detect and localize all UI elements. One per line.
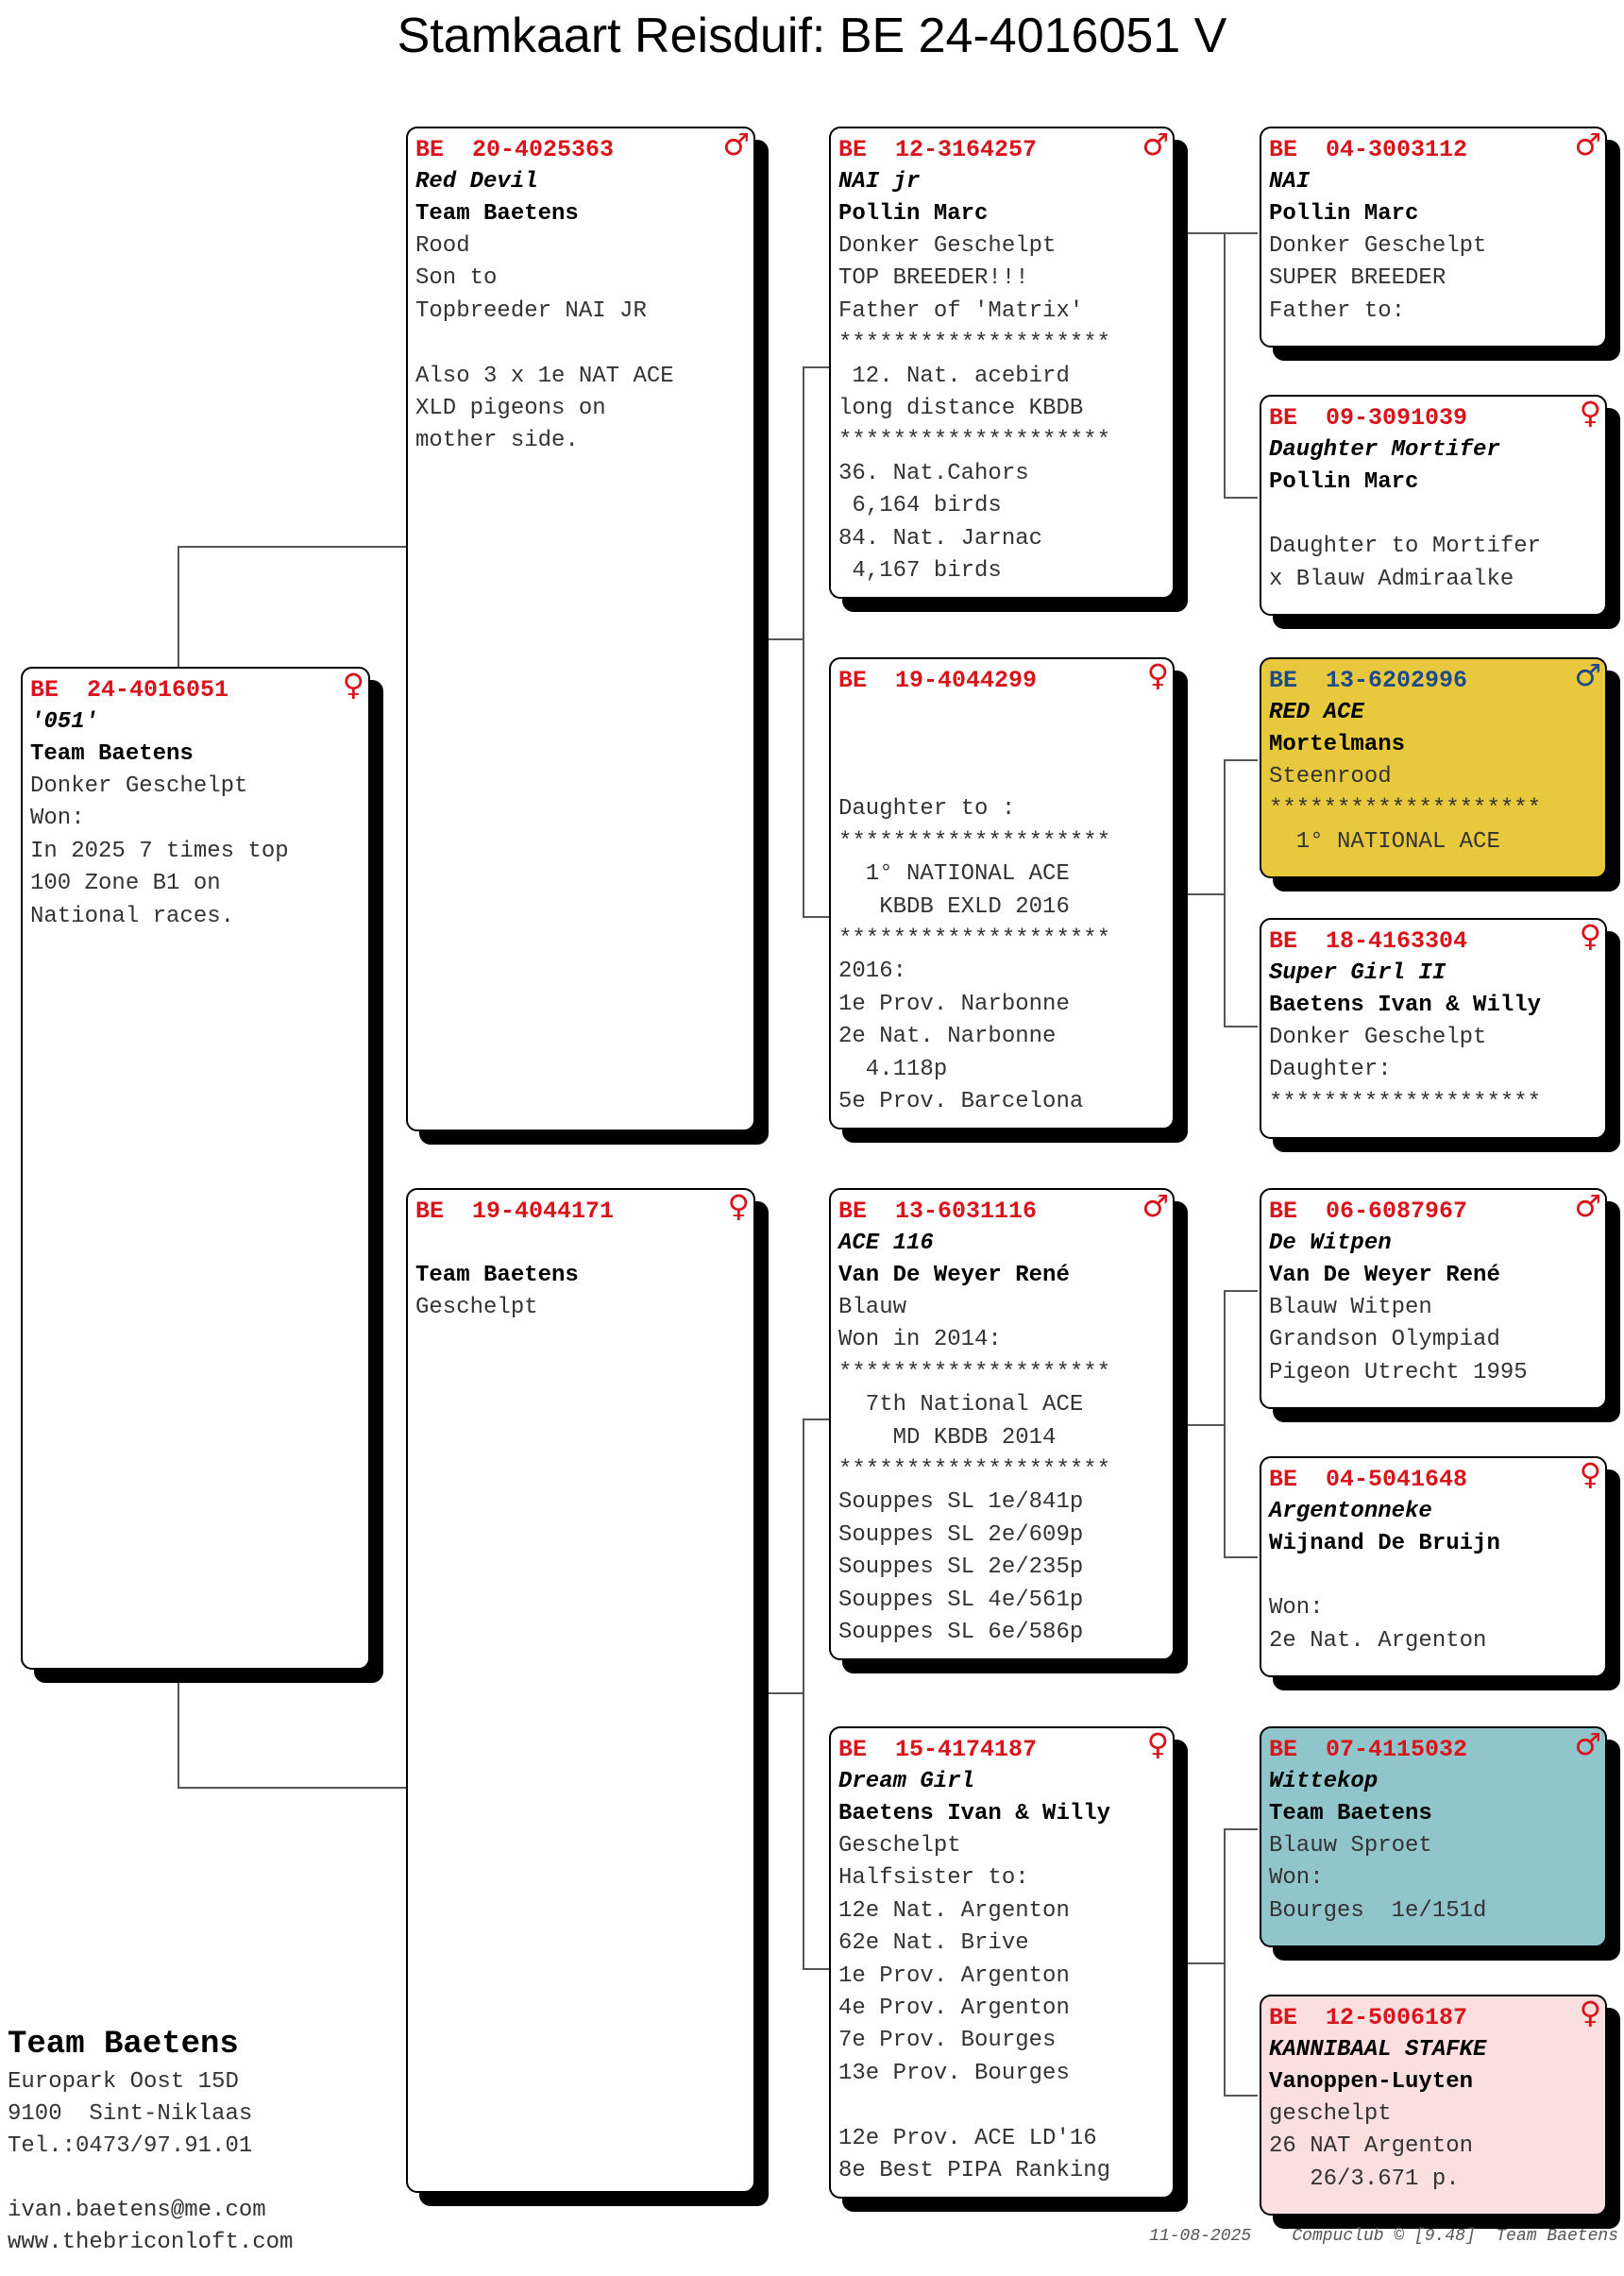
male-icon: ♂ bbox=[1574, 1188, 1601, 1224]
info-line: 5e Prov. Barcelona bbox=[838, 1089, 1084, 1115]
ring-number: BE 04-3003112 bbox=[1269, 136, 1468, 163]
info-line: Donker Geschelpt bbox=[1269, 233, 1487, 259]
female-icon: ♀ bbox=[342, 667, 364, 703]
connector-line bbox=[803, 1418, 804, 1970]
info-line: Won in 2014: bbox=[838, 1327, 1002, 1353]
female-icon: ♀ bbox=[1579, 918, 1601, 954]
info-line: geschelpt bbox=[1269, 2101, 1392, 2127]
info-line: ******************** bbox=[1269, 796, 1542, 823]
pigeon-name: Argentonneke bbox=[1269, 1499, 1432, 1524]
owner-name: Team Baetens bbox=[30, 741, 194, 767]
connector-line bbox=[1224, 759, 1226, 1028]
info-line: 2016: bbox=[838, 959, 907, 985]
pigeon-name bbox=[415, 1228, 746, 1260]
pigeon-name: Red Devil bbox=[415, 169, 538, 195]
pigeon-card-subject bbox=[21, 667, 370, 1670]
ring-number: BE 19-4044299 bbox=[838, 667, 1038, 694]
pigeon-name: '051' bbox=[30, 709, 99, 735]
info-line: Souppes SL 2e/235p bbox=[838, 1554, 1084, 1581]
address-line: Europark Oost 15D bbox=[8, 2069, 239, 2095]
pigeon-card-sds bbox=[1260, 657, 1607, 878]
info-line: 2e Nat. Narbonne bbox=[838, 1024, 1057, 1050]
female-icon: ♀ bbox=[1146, 1726, 1169, 1762]
info-line: 12e Nat. Argenton bbox=[838, 1897, 1070, 1924]
ring-number: BE 13-6202996 bbox=[1269, 667, 1468, 694]
info-line bbox=[838, 761, 1165, 793]
ring-number: BE 12-5006187 bbox=[1269, 2004, 1468, 2031]
connector-line bbox=[1186, 1962, 1226, 1964]
info-line: ******************** bbox=[838, 1457, 1111, 1484]
connector-line bbox=[1186, 1424, 1226, 1426]
info-line: Donker Geschelpt bbox=[838, 233, 1057, 259]
ring-number: BE 07-4115032 bbox=[1269, 1736, 1468, 1763]
connector-line bbox=[1224, 1026, 1258, 1028]
owner-name: Van De Weyer René bbox=[838, 1263, 1070, 1288]
info-line: Won: bbox=[1269, 1595, 1324, 1622]
pigeon-card-ddd bbox=[1260, 1995, 1607, 2216]
info-line: 12. Nat. acebird bbox=[838, 363, 1070, 389]
phone-line: Tel.:0473/97.91.01 bbox=[8, 2133, 253, 2159]
info-line: Father to: bbox=[1269, 297, 1406, 324]
owner-name: Wijnand De Bruijn bbox=[1269, 1531, 1500, 1556]
pigeon-name: NAI bbox=[1269, 169, 1311, 195]
connector-line bbox=[803, 1968, 831, 1970]
ring-number: BE 18-4163304 bbox=[1269, 927, 1468, 955]
info-line: 12e Prov. ACE LD'16 bbox=[838, 2125, 1097, 2151]
print-credit: 11-08-2025 Compuclub © [9.48] Team Baetens bbox=[1149, 2227, 1618, 2246]
info-line: Father of 'Matrix' bbox=[838, 297, 1084, 324]
info-line: 7e Prov. Bourges bbox=[838, 2028, 1057, 2054]
male-icon: ♂ bbox=[1574, 1726, 1601, 1762]
pigeon-name: Dream Girl bbox=[838, 1769, 975, 1794]
info-line: Son to bbox=[415, 265, 498, 292]
pigeon-name: RED ACE bbox=[1269, 700, 1364, 725]
pigeon-name: Daughter Mortifer bbox=[1269, 437, 1500, 463]
info-line: National races. bbox=[30, 903, 235, 929]
info-line: Bourges 1e/151d bbox=[1269, 1897, 1487, 1924]
address-line: 9100 Sint-Niklaas bbox=[8, 2101, 253, 2127]
info-line: Pigeon Utrecht 1995 bbox=[1269, 1359, 1528, 1385]
info-line: Souppes SL 2e/609p bbox=[838, 1521, 1084, 1548]
info-line: Daughter: bbox=[1269, 1057, 1392, 1083]
info-line: long distance KBDB bbox=[838, 396, 1084, 422]
male-icon: ♂ bbox=[1574, 127, 1601, 162]
ring-number: BE 12-3164257 bbox=[838, 136, 1038, 163]
female-icon: ♀ bbox=[1579, 395, 1601, 431]
owner-name: Pollin Marc bbox=[1269, 469, 1419, 495]
info-line: In 2025 7 times top bbox=[30, 838, 289, 864]
ring-number: BE 24-4016051 bbox=[30, 676, 229, 704]
connector-line bbox=[803, 1418, 831, 1420]
info-line: 4.118p bbox=[838, 1056, 948, 1082]
loft-name: Team Baetens bbox=[8, 2027, 239, 2063]
owner-name: Team Baetens bbox=[1269, 1801, 1432, 1826]
info-line: Steenrood bbox=[1269, 764, 1392, 790]
info-line: Topbreeder NAI JR bbox=[415, 297, 647, 324]
pigeon-name: KANNIBAAL STAFKE bbox=[1269, 2037, 1487, 2063]
connector-line bbox=[1186, 893, 1226, 895]
info-line: Won: bbox=[30, 806, 85, 832]
info-line: 4,167 birds bbox=[838, 558, 1002, 585]
info-line: 8e Best PIPA Ranking bbox=[838, 2158, 1111, 2184]
ring-number: BE 06-6087967 bbox=[1269, 1197, 1468, 1225]
info-line: 26/3.671 p. bbox=[1269, 2166, 1460, 2192]
owner-contact-block bbox=[8, 2023, 293, 2259]
info-line: x Blauw Admiraalke bbox=[1269, 566, 1514, 592]
info-line: SUPER BREEDER bbox=[1269, 265, 1446, 292]
ring-number: BE 13-6031116 bbox=[838, 1197, 1038, 1225]
info-line: 1° NATIONAL ACE bbox=[1269, 828, 1500, 855]
pigeon-card-sire bbox=[406, 127, 755, 1131]
male-icon: ♂ bbox=[1142, 127, 1169, 162]
connector-line bbox=[803, 366, 804, 918]
info-line: ******************** bbox=[1269, 1089, 1542, 1115]
pigeon-card-sire-sire bbox=[829, 127, 1175, 599]
info-line: 62e Nat. Brive bbox=[838, 1930, 1029, 1957]
ring-number: BE 04-5041648 bbox=[1269, 1466, 1468, 1493]
pigeon-card-dds bbox=[1260, 1726, 1607, 1947]
info-line: 4e Prov. Argenton bbox=[838, 1996, 1070, 2022]
connector-line bbox=[803, 366, 831, 368]
pigeon-name: NAI jr bbox=[838, 169, 921, 195]
info-line: MD KBDB 2014 bbox=[838, 1424, 1057, 1451]
owner-name: Baetens Ivan & Willy bbox=[1269, 993, 1542, 1018]
info-line: 84. Nat. Jarnac bbox=[838, 525, 1043, 552]
info-line: 6,164 birds bbox=[838, 493, 1002, 519]
pigeon-name: Wittekop bbox=[1269, 1769, 1379, 1794]
info-line: ******************** bbox=[838, 926, 1111, 953]
info-line: 7th National ACE bbox=[838, 1392, 1084, 1418]
info-line: 2e Nat. Argenton bbox=[1269, 1627, 1487, 1654]
info-line bbox=[1269, 499, 1598, 531]
ring-number: BE 09-3091039 bbox=[1269, 404, 1468, 432]
spacer-line bbox=[8, 2163, 293, 2195]
email-line: ivan.baetens@me.com bbox=[8, 2198, 266, 2223]
info-line: ******************** bbox=[838, 1359, 1111, 1385]
info-line: 1° NATIONAL ACE bbox=[838, 861, 1070, 888]
connector-line bbox=[1224, 1828, 1258, 1830]
connector-line bbox=[1224, 1290, 1258, 1292]
info-line: Blauw bbox=[838, 1295, 907, 1320]
connector-line bbox=[178, 1787, 406, 1789]
female-icon: ♀ bbox=[1146, 657, 1169, 693]
female-icon: ♀ bbox=[1579, 1456, 1601, 1492]
connector-line bbox=[1186, 232, 1226, 234]
owner-name: Team Baetens bbox=[415, 201, 579, 227]
info-line: Halfsister to: bbox=[838, 1865, 1029, 1892]
info-line bbox=[838, 2090, 1165, 2122]
pigeon-card-dam-dam bbox=[829, 1726, 1175, 2199]
pigeon-name: Super Girl II bbox=[1269, 960, 1446, 986]
owner-name: Team Baetens bbox=[415, 1263, 579, 1288]
info-line: XLD pigeons on bbox=[415, 396, 606, 422]
pigeon-name: De Witpen bbox=[1269, 1231, 1392, 1256]
info-line: KBDB EXLD 2016 bbox=[838, 893, 1070, 920]
owner-name: Van De Weyer René bbox=[1269, 1263, 1500, 1288]
info-line: Blauw Sproet bbox=[1269, 1833, 1432, 1859]
pigeon-card-sdd bbox=[1260, 918, 1607, 1139]
info-line: Daughter to Mortifer bbox=[1269, 534, 1542, 560]
female-icon: ♀ bbox=[1579, 1995, 1601, 2030]
connector-line bbox=[765, 1692, 804, 1694]
owner-name: Mortelmans bbox=[1269, 732, 1406, 757]
pigeon-card-sss bbox=[1260, 127, 1607, 348]
website-line: www.thebriconloft.com bbox=[8, 2230, 294, 2255]
connector-line bbox=[1224, 232, 1226, 499]
connector-line bbox=[1224, 232, 1258, 234]
ring-number: BE 20-4025363 bbox=[415, 136, 615, 163]
pigeon-card-sire-dam bbox=[829, 657, 1175, 1130]
info-line: Geschelpt bbox=[838, 1833, 961, 1859]
info-line: Daughter to : bbox=[838, 796, 1016, 823]
pigeon-name bbox=[838, 697, 1165, 729]
owner-name: Pollin Marc bbox=[838, 201, 989, 227]
pigeon-card-dsd bbox=[1260, 1456, 1607, 1677]
info-line: 26 NAT Argenton bbox=[1269, 2133, 1474, 2160]
info-line: Geschelpt bbox=[415, 1295, 538, 1320]
connector-line bbox=[1224, 1290, 1226, 1558]
male-icon: ♂ bbox=[722, 127, 750, 162]
info-line: 1e Prov. Argenton bbox=[838, 1962, 1070, 1989]
info-line bbox=[415, 328, 746, 360]
ring-number: BE 19-4044171 bbox=[415, 1197, 615, 1225]
info-line: Won: bbox=[1269, 1865, 1324, 1892]
connector-line bbox=[178, 546, 179, 667]
info-line: ******************** bbox=[838, 428, 1111, 454]
info-line: 13e Prov. Bourges bbox=[838, 2060, 1070, 2086]
info-line: Blauw Witpen bbox=[1269, 1295, 1432, 1320]
info-line: Souppes SL 6e/586p bbox=[838, 1620, 1084, 1646]
connector-line bbox=[1224, 759, 1258, 761]
male-icon: ♂ bbox=[1574, 657, 1601, 693]
female-icon: ♀ bbox=[727, 1188, 750, 1224]
owner-name: Pollin Marc bbox=[1269, 201, 1419, 227]
connector-line bbox=[1224, 1828, 1226, 2097]
pigeon-card-ssd bbox=[1260, 395, 1607, 616]
connector-line bbox=[765, 638, 804, 640]
owner-name bbox=[838, 729, 1165, 761]
info-line: 100 Zone B1 on bbox=[30, 871, 221, 897]
pigeon-name: ACE 116 bbox=[838, 1231, 934, 1256]
pigeon-card-dam bbox=[406, 1188, 755, 2193]
info-line: Souppes SL 4e/561p bbox=[838, 1587, 1084, 1613]
info-line: Grandson Olympiad bbox=[1269, 1327, 1500, 1353]
info-line: TOP BREEDER!!! bbox=[838, 265, 1029, 292]
pigeon-card-dss bbox=[1260, 1188, 1607, 1409]
info-line: Souppes SL 1e/841p bbox=[838, 1489, 1084, 1516]
info-line bbox=[1269, 1560, 1598, 1592]
page-title: Stamkaart Reisduif: BE 24-4016051 V bbox=[397, 8, 1227, 63]
info-line: Rood bbox=[415, 233, 470, 259]
pigeon-card-dam-sire bbox=[829, 1188, 1175, 1660]
info-line: 1e Prov. Narbonne bbox=[838, 991, 1070, 1017]
info-line: Donker Geschelpt bbox=[30, 773, 248, 799]
info-line: ******************** bbox=[838, 828, 1111, 855]
connector-line bbox=[178, 546, 406, 548]
connector-line bbox=[1224, 2095, 1258, 2097]
connector-line bbox=[803, 916, 831, 918]
owner-name: Baetens Ivan & Willy bbox=[838, 1801, 1111, 1826]
connector-line bbox=[1224, 1556, 1258, 1558]
info-line: Donker Geschelpt bbox=[1269, 1025, 1487, 1050]
info-line: mother side. bbox=[415, 428, 579, 454]
info-line: Also 3 x 1e NAT ACE bbox=[415, 363, 674, 389]
info-line: ******************** bbox=[838, 331, 1111, 357]
owner-name: Vanoppen-Luyten bbox=[1269, 2069, 1474, 2095]
connector-line bbox=[178, 1679, 179, 1789]
ring-number: BE 15-4174187 bbox=[838, 1736, 1038, 1763]
connector-line bbox=[1224, 497, 1258, 499]
info-line: 36. Nat.Cahors bbox=[838, 460, 1029, 486]
male-icon: ♂ bbox=[1142, 1188, 1169, 1224]
